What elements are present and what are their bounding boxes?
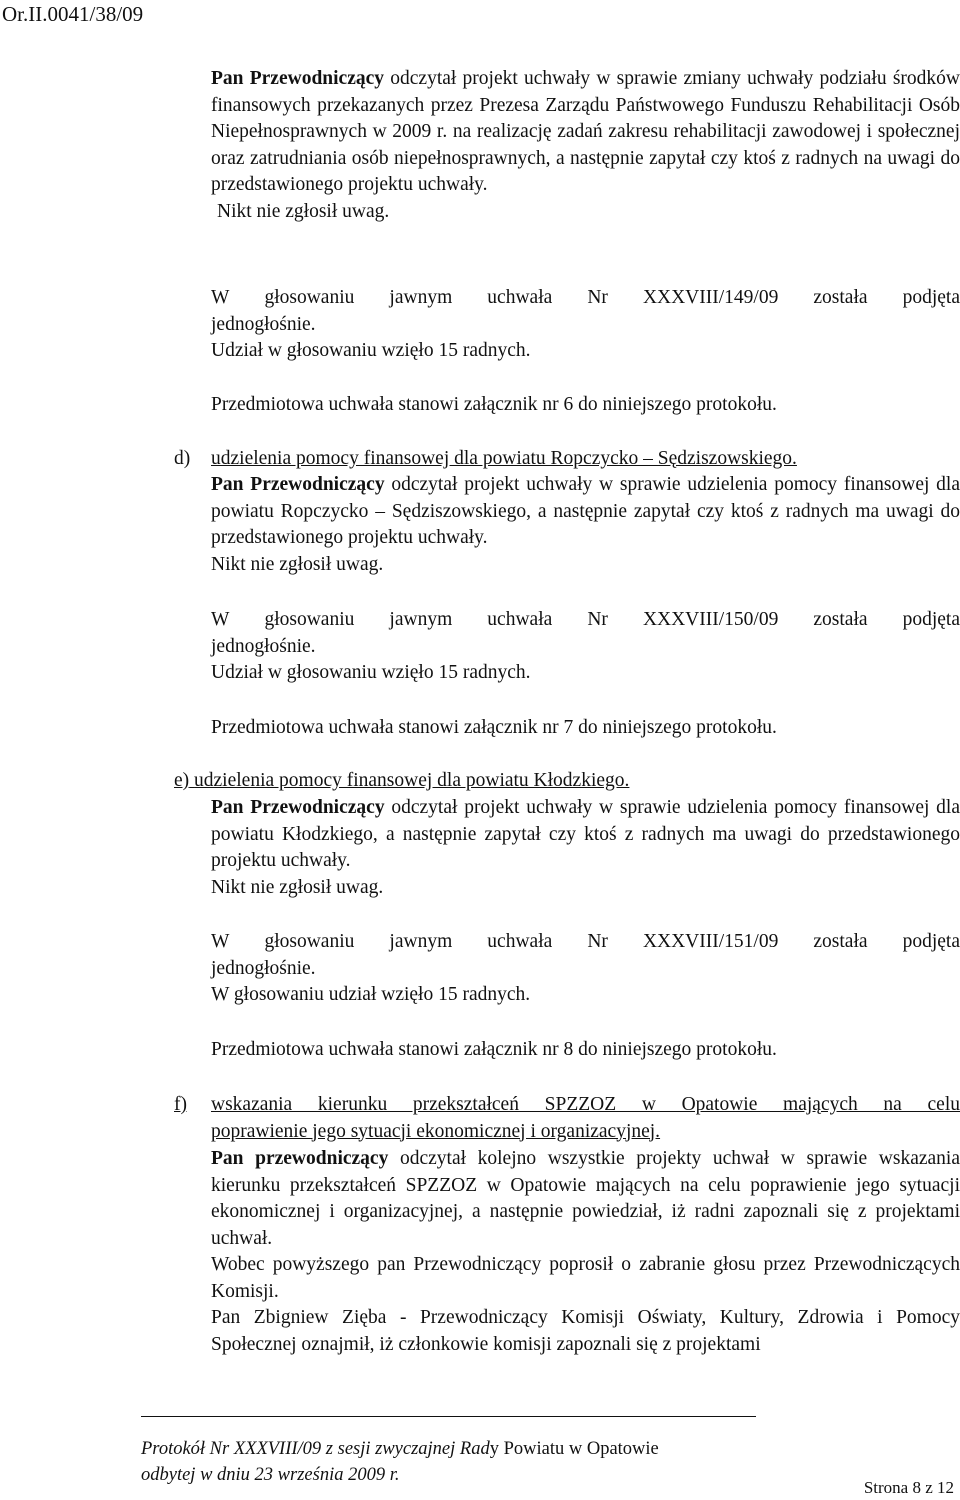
vote-word: W <box>211 287 230 308</box>
footer <box>141 1436 659 1488</box>
no-remarks: Nikt nie zgłosił uwag. <box>211 553 384 575</box>
section-c-intro-text: odczytał projekt uchwały w sprawie zmiany uchwały podziału środków finansowych przekazanych przez Prezesa Zarządu Państwowego Funduszu Rehabilitacji Osób Niepełnosprawnych w 2009 r. na realizację zadań zakresu rehabilitacji zawodowej i społecznej oraz zatrudniania osób niepełnosprawnych, a następnie zapytał czy ktoś z radnych na uwagi do przedstawionego projektu uchwały. <box>211 68 960 195</box>
section-f-heading <box>174 1092 960 1145</box>
section-f-intro <box>211 1146 960 1252</box>
section-f <box>211 1146 960 1358</box>
vote-word: głosowaniu <box>264 609 355 630</box>
section-f-label: f) <box>174 1094 187 1115</box>
vote-word: została <box>813 287 868 308</box>
footer-title: Protokół Nr XXXVIII/09 z sesji zwyczajnej Rad <box>141 1439 490 1459</box>
section-c-vote <box>211 285 960 365</box>
speaker-name: Pan Przewodniczący <box>211 474 385 495</box>
section-c-attachment: Przedmiotowa uchwała stanowi załącznik nr 6 do niniejszego protokołu. <box>211 394 777 415</box>
section-d-attachment: Przedmiotowa uchwała stanowi załącznik nr 7 do niniejszego protokołu. <box>211 717 777 738</box>
resolution-number: XXXVIII/149/09 <box>642 287 779 308</box>
vote-word: Nr <box>587 609 608 630</box>
vote-word: jawnym <box>389 609 453 630</box>
speaker-name: Pan przewodniczący <box>211 1148 389 1169</box>
vote-word: uchwała <box>487 609 553 630</box>
section-f-para3: Pan Zbigniew Zięba - Przewodniczący Komisji Oświaty, Kultury, Zdrowia i Pomocy Społecznej oznajmił, iż członkowie komisji zapoznali się z projektami <box>211 1307 960 1355</box>
section-c-intro <box>211 66 960 199</box>
footer-title-rest: y Powiatu w Opatowie <box>489 1439 659 1459</box>
participation: Udział w głosowaniu wzięło 15 radnych. <box>211 340 531 361</box>
vote-line <box>211 929 960 956</box>
section-e-intro-text: odczytał projekt uchwały w sprawie udzielenia pomocy finansowej dla powiatu Kłodzkiego, a następnie zapytał czy ktoś z radnych ma uwagi do przedstawionego projektu uchwały. <box>211 797 960 871</box>
resolution-number: XXXVIII/150/09 <box>642 609 779 630</box>
section-e-label: e) <box>174 770 190 791</box>
vote-line <box>211 607 960 634</box>
section-f-intro-text: odczytał kolejno wszystkie projekty uchwał w sprawie wskazania kierunku przekształceń SPZZOZ w Opatowie mających na celu poprawienie jego sytuacji ekonomicznej i organizacyjnej, a następnie powiedział, iż radni zapoznali się z projektami uchwał. <box>211 1148 960 1249</box>
section-d-heading <box>174 446 960 473</box>
speaker-name: Pan Przewodniczący <box>211 68 385 89</box>
section-d-intro-text: odczytał projekt uchwały w sprawie udzielenia pomocy finansowej dla powiatu Ropczycko – Sędziszowskiego, a następnie zapytał czy ktoś z radnych ma uwagi do przedstawionego projektu uchwały. <box>211 474 960 548</box>
section-e-heading <box>174 768 960 795</box>
vote-word: W <box>211 931 230 952</box>
speaker-name: Pan Przewodniczący <box>211 797 385 818</box>
vote-result: jednogłośnie. <box>211 957 316 979</box>
vote-line <box>211 285 960 312</box>
resolution-number: XXXVIII/151/09 <box>642 931 779 952</box>
section-d-intro <box>211 472 960 552</box>
section-d <box>211 472 960 578</box>
vote-result: jednogłośnie. <box>211 313 316 335</box>
vote-word: głosowaniu <box>264 287 355 308</box>
no-remarks: Nikt nie zgłosił uwag. <box>217 200 390 222</box>
vote-word: podjęta <box>902 931 960 952</box>
vote-word: została <box>813 609 868 630</box>
footer-line2: odbytej w dniu 23 września 2009 r. <box>141 1465 400 1485</box>
vote-word: głosowaniu <box>264 931 355 952</box>
page-number: Strona 8 z 12 <box>863 1478 954 1497</box>
section-d-title: udzielenia pomocy finansowej dla powiatu Ropczycko – Sędziszowskiego. <box>211 448 797 469</box>
participation: Udział w głosowaniu wzięło 15 radnych. <box>211 662 531 683</box>
vote-word: podjęta <box>902 609 960 630</box>
section-d-label: d) <box>174 448 191 469</box>
section-f-para2: Wobec powyższego pan Przewodniczący poprosił o zabranie głosu przez Przewodniczących Komisji. <box>211 1254 960 1302</box>
section-f-heading-line <box>174 1092 960 1119</box>
section-e-vote <box>211 929 960 1009</box>
vote-word: Nr <box>587 931 608 952</box>
section-c <box>211 66 960 225</box>
footer-line1 <box>141 1436 659 1462</box>
vote-word: została <box>813 931 868 952</box>
no-remarks: Nikt nie zgłosił uwag. <box>211 876 384 898</box>
vote-word: jawnym <box>389 931 453 952</box>
footer-rule <box>141 1416 756 1417</box>
section-d-vote <box>211 607 960 687</box>
document-number: Or.II.0041/38/09 <box>2 2 144 26</box>
section-e-attachment: Przedmiotowa uchwała stanowi załącznik nr 8 do niniejszego protokołu. <box>211 1039 777 1060</box>
section-f-title-line1: wskazania kierunku przekształceń SPZZOZ w Opatowie mających na celu <box>211 1094 960 1115</box>
participation: W głosowaniu udział wzięło 15 radnych. <box>211 984 531 1005</box>
vote-word: uchwała <box>487 931 553 952</box>
section-e <box>211 795 960 901</box>
section-f-title-line2: poprawienie jego sytuacji ekonomicznej i organizacyjnej. <box>211 1120 661 1142</box>
vote-result: jednogłośnie. <box>211 635 316 657</box>
vote-word: uchwała <box>487 287 553 308</box>
section-e-title: udzielenia pomocy finansowej dla powiatu Kłodzkiego. <box>194 770 630 791</box>
section-e-intro <box>211 795 960 875</box>
vote-word: W <box>211 609 230 630</box>
vote-word: jawnym <box>389 287 453 308</box>
vote-word: podjęta <box>902 287 960 308</box>
vote-word: Nr <box>587 287 608 308</box>
